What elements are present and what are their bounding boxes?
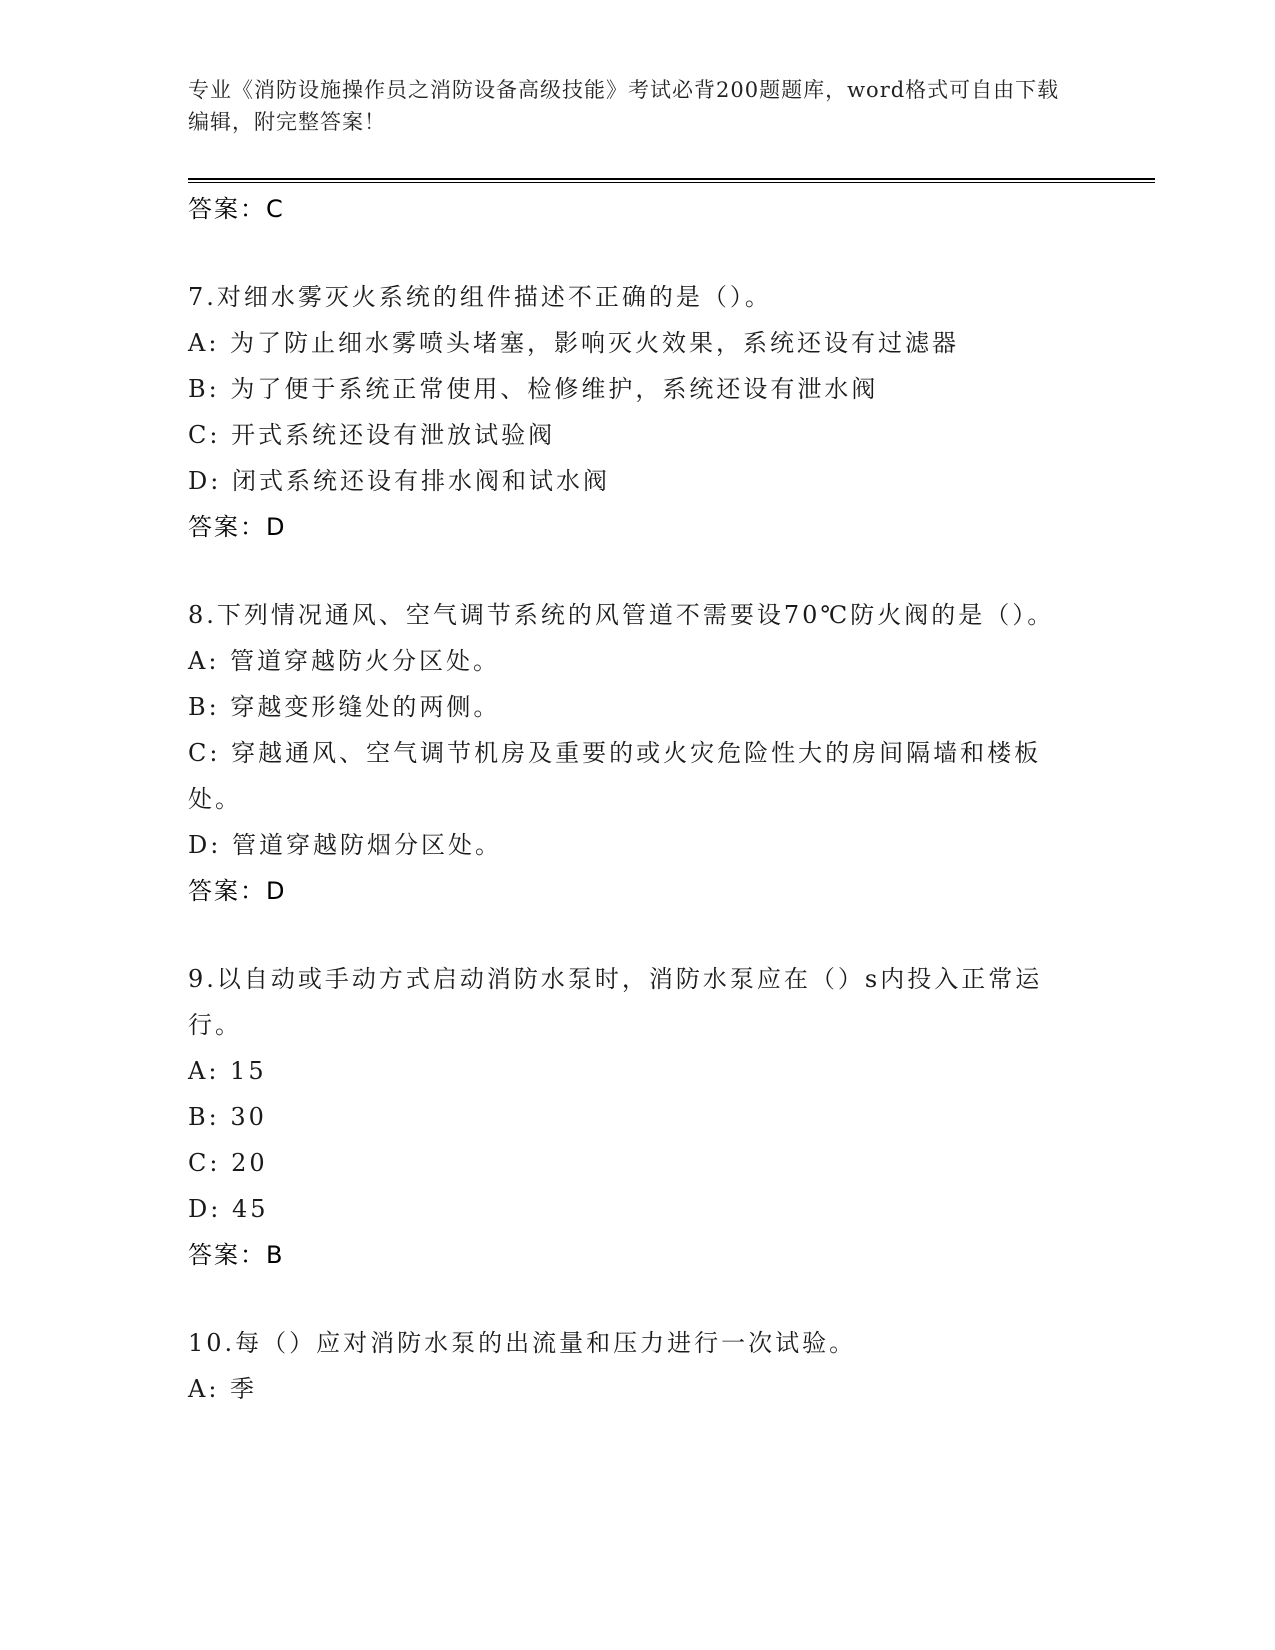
- option-b: B: 穿越变形缝处的两侧。: [188, 693, 501, 721]
- option-d: D: 管道穿越防烟分区处。: [188, 831, 502, 859]
- answer-line: 答案：B: [188, 1241, 285, 1269]
- question-text: 8.下列情况通风、空气调节系统的风管道不需要设70℃防火阀的是（）。: [188, 601, 1055, 629]
- spacer: [188, 914, 1088, 956]
- spacer: [188, 232, 1088, 274]
- option-c: C: 20: [188, 1149, 268, 1177]
- option-b: B: 为了便于系统正常使用、检修维护，系统还设有泄水阀: [188, 375, 879, 403]
- header-divider: [188, 178, 1155, 183]
- option-d: D: 闭式系统还设有排水阀和试水阀: [188, 467, 610, 495]
- option-a: A: 15: [188, 1057, 267, 1085]
- option-a: A: 季: [188, 1375, 258, 1403]
- answer-line: 答案：D: [188, 513, 287, 541]
- option-a: A: 为了防止细水雾喷头堵塞，影响灭火效果，系统还设有过滤器: [188, 329, 960, 357]
- spacer: [188, 550, 1088, 592]
- option-b: B: 30: [188, 1103, 267, 1131]
- answer-line: 答案：D: [188, 877, 287, 905]
- question-text: 7.对细水雾灭火系统的组件描述不正确的是（）。: [188, 283, 772, 311]
- option-d: D: 45: [188, 1195, 269, 1223]
- document-header: 专业《消防设施操作员之消防设备高级技能》考试必背200题题库，word格式可自由下载编辑，附完整答案！: [188, 78, 1060, 134]
- spacer: [188, 1278, 1088, 1320]
- option-c: C: 穿越通风、空气调节机房及重要的或火灾危险性大的房间隔墙和楼板处。: [188, 739, 1042, 813]
- option-a: A: 管道穿越防火分区处。: [188, 647, 501, 675]
- question-text: 10.每（）应对消防水泵的出流量和压力进行一次试验。: [188, 1329, 857, 1357]
- answer-line: 答案：C: [188, 195, 285, 223]
- question-list: [188, 186, 1088, 1412]
- question-text: 9.以自动或手动方式启动消防水泵时，消防水泵应在（）s内投入正常运行。: [188, 965, 1043, 1039]
- option-c: C: 开式系统还设有泄放试验阀: [188, 421, 556, 449]
